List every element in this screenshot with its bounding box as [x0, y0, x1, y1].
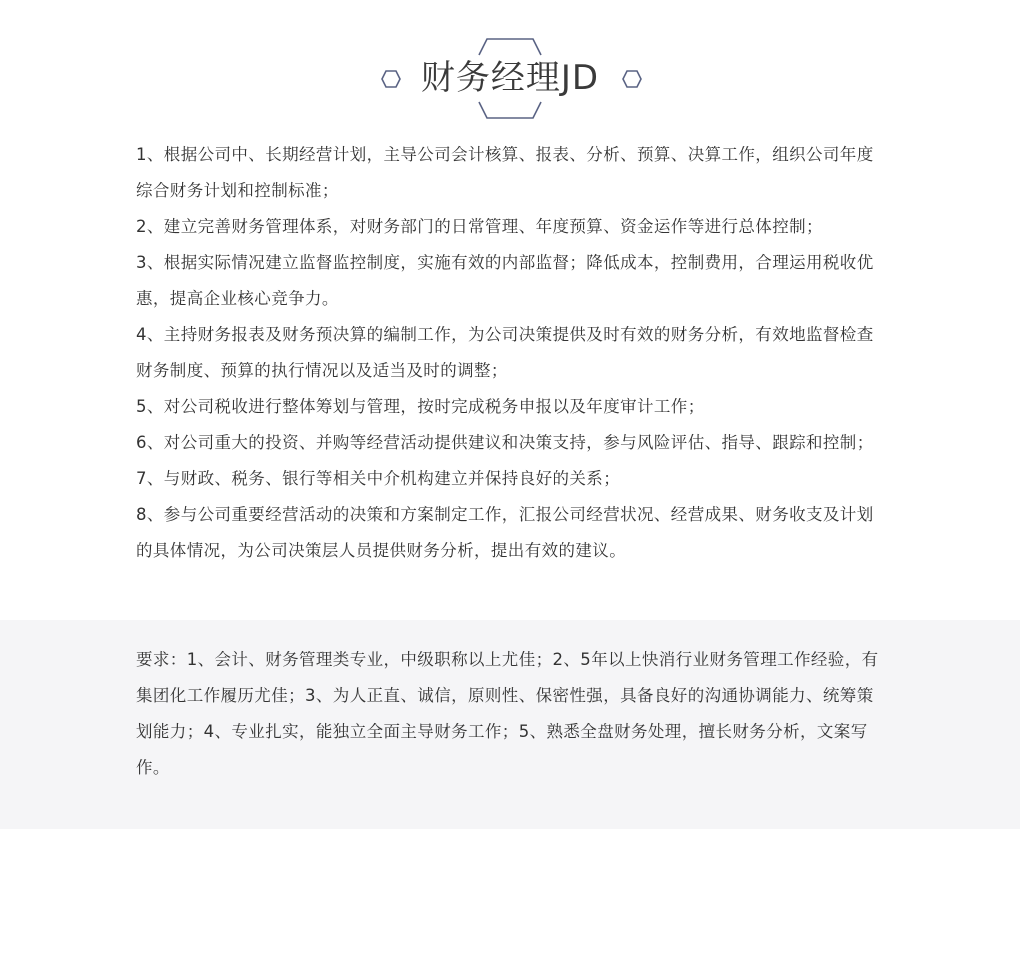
- requirements-section: [0, 620, 1020, 829]
- duty-item: 5、对公司税收进行整体筹划与管理，按时完成税务申报以及年度审计工作；: [136, 397, 705, 416]
- duty-item: 3、根据实际情况建立监督监控制度，实施有效的内部监督；降低成本，控制费用，合理运用税收优惠，提高企业核心竞争力。: [136, 253, 874, 308]
- hexagon-right-icon: [622, 69, 642, 89]
- duties-list: [136, 137, 881, 569]
- requirements-text: 要求：1、会计、财务管理类专业，中级职称以上尤佳；2、5年以上快消行业财务管理工作经验，有集团化工作履历尤佳；3、为人正直、诚信，原则性、保密性强，具备良好的沟通协调能力、统筹策划能力；4、专业扎实，能独立全面主导财务工作；5、熟悉全盘财务处理，擅长财务分析，文案写作。: [136, 650, 879, 777]
- duty-item: 8、参与公司重要经营活动的决策和方案制定工作，汇报公司经营状况、经营成果、财务收支及计划的具体情况，为公司决策层人员提供财务分析，提出有效的建议。: [136, 505, 874, 560]
- duty-item: 1、根据公司中、长期经营计划，主导公司会计核算、报表、分析、预算、决算工作，组织公司年度综合财务计划和控制标准；: [136, 145, 874, 200]
- duty-item: 7、与财政、税务、银行等相关中介机构建立并保持良好的关系；: [136, 469, 621, 488]
- title-header: [0, 0, 1020, 130]
- duty-item: 4、主持财务报表及财务预决算的编制工作，为公司决策提供及时有效的财务分析，有效地监督检查财务制度、预算的执行情况以及适当及时的调整；: [136, 325, 874, 380]
- duty-item: 6、对公司重大的投资、并购等经营活动提供建议和决策支持，参与风险评估、指导、跟踪和控制；: [136, 433, 874, 452]
- hexagon-top-decoration: [478, 37, 542, 57]
- hexagon-bottom-decoration: [478, 100, 542, 120]
- duty-item: 2、建立完善财务管理体系，对财务部门的日常管理、年度预算、资金运作等进行总体控制；: [136, 217, 823, 236]
- page-title: 财务经理JD: [420, 58, 600, 98]
